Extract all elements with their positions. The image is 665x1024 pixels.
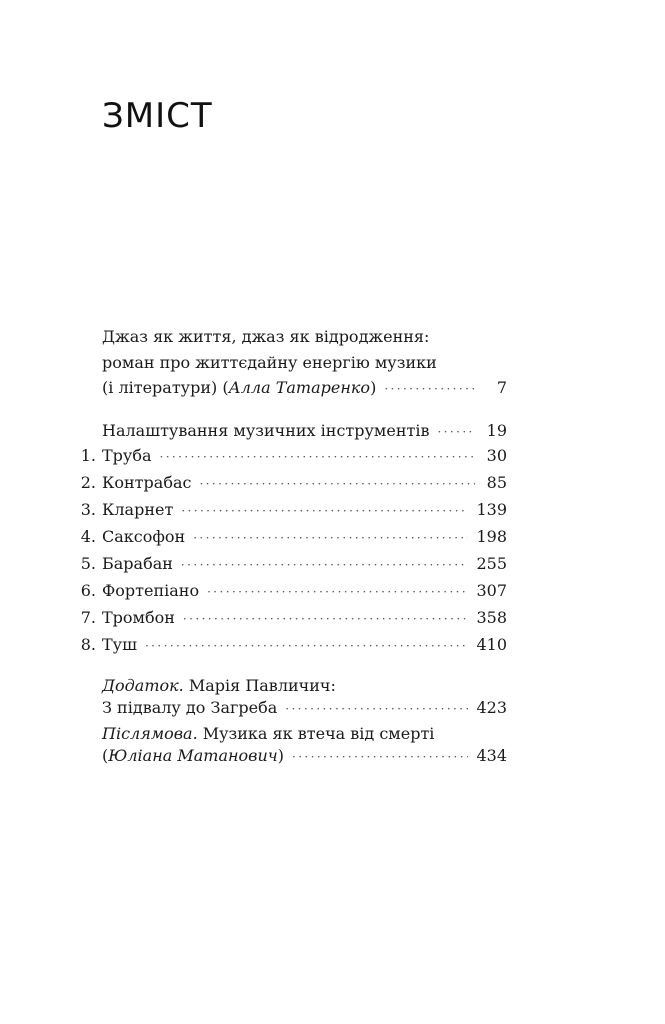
toc-entry-chapter[interactable] xyxy=(102,472,507,494)
page-title: ЗМІСТ xyxy=(102,96,213,136)
page-number: 307 xyxy=(476,581,507,600)
page-number: 423 xyxy=(476,698,507,717)
toc-entry-chapter[interactable] xyxy=(102,499,507,521)
chapter-number: 5. xyxy=(80,554,96,573)
toc-entry-appendix-line-1 xyxy=(102,675,507,697)
chapter-number: 4. xyxy=(80,527,96,546)
afterword-author-line: (Юліана Матанович) xyxy=(102,746,284,765)
dot-leader xyxy=(181,554,469,576)
afterword-author: Юліана Матанович xyxy=(108,746,278,765)
appendix-title: З підвалу до Загреба xyxy=(102,698,278,717)
page-number: 139 xyxy=(476,500,507,519)
intro-title-line-1: Джаз як життя, джаз як відродження: xyxy=(102,327,430,346)
toc-entry-chapter[interactable] xyxy=(102,607,507,629)
dot-leader xyxy=(193,527,468,549)
chapter-label: Барабан xyxy=(102,554,173,573)
dot-leader xyxy=(145,635,468,657)
toc-entry-chapter[interactable] xyxy=(102,553,507,575)
dot-leader xyxy=(285,698,468,720)
toc-entry-chapter[interactable] xyxy=(102,526,507,548)
page-number: 198 xyxy=(476,527,507,546)
chapter-number: 8. xyxy=(80,635,96,654)
chapter-number: 3. xyxy=(80,500,96,519)
dot-leader xyxy=(183,608,469,630)
toc-entry-chapter[interactable] xyxy=(102,580,507,602)
afterword-label: Післямова. xyxy=(102,724,198,743)
chapter-label: Кларнет xyxy=(102,500,174,519)
intro-title-line-3: (і літератури) (Алла Татаренко) xyxy=(102,378,377,397)
toc-entry-chapter[interactable] xyxy=(102,445,507,467)
toc-entry-intro-line-3[interactable] xyxy=(102,377,507,399)
intro-title-line-2: роман про життєдайну енергію музики xyxy=(102,353,437,372)
page-number: 410 xyxy=(476,635,507,654)
afterword-title: Музика як втеча від смерті xyxy=(197,724,435,743)
dot-leader xyxy=(207,581,468,603)
page-number: 7 xyxy=(496,378,507,397)
toc-entry-appendix-line-2[interactable] xyxy=(102,697,507,719)
dot-leader xyxy=(199,473,475,495)
page-number: 19 xyxy=(486,421,507,440)
chapter-label: Туш xyxy=(102,635,137,654)
appendix-label: Додаток. xyxy=(102,676,184,695)
dot-leader xyxy=(160,446,476,468)
page-number: 30 xyxy=(486,446,507,465)
appendix-author: Марія Павличич: xyxy=(183,676,336,695)
intro-author: Алла Татаренко xyxy=(228,378,371,397)
toc-entry-intro-line-1 xyxy=(102,326,507,348)
page-number: 85 xyxy=(486,473,507,492)
page-number: 434 xyxy=(476,746,507,765)
dot-leader xyxy=(384,378,475,400)
chapter-label: Труба xyxy=(102,446,152,465)
toc-entry-tuning[interactable] xyxy=(102,420,507,442)
chapter-number: 1. xyxy=(80,446,96,465)
toc-entry-label: Налаштування музичних інструментів xyxy=(102,421,430,440)
chapter-label: Контрабас xyxy=(102,473,192,492)
chapter-number: 6. xyxy=(80,581,96,600)
toc-entry-chapter[interactable] xyxy=(102,634,507,656)
toc-entry-afterword-line-2[interactable] xyxy=(102,745,507,767)
chapter-number: 2. xyxy=(80,473,96,492)
page-number: 255 xyxy=(476,554,507,573)
chapter-label: Тромбон xyxy=(102,608,175,627)
dot-leader xyxy=(181,500,468,522)
toc-entry-afterword-line-1 xyxy=(102,723,507,745)
chapter-label: Саксофон xyxy=(102,527,186,546)
chapter-number: 7. xyxy=(80,608,96,627)
dot-leader xyxy=(437,421,475,443)
toc-entry-intro-line-2 xyxy=(102,352,507,374)
page-number: 358 xyxy=(476,608,507,627)
chapter-label: Фортепіано xyxy=(102,581,200,600)
dot-leader xyxy=(292,746,468,768)
